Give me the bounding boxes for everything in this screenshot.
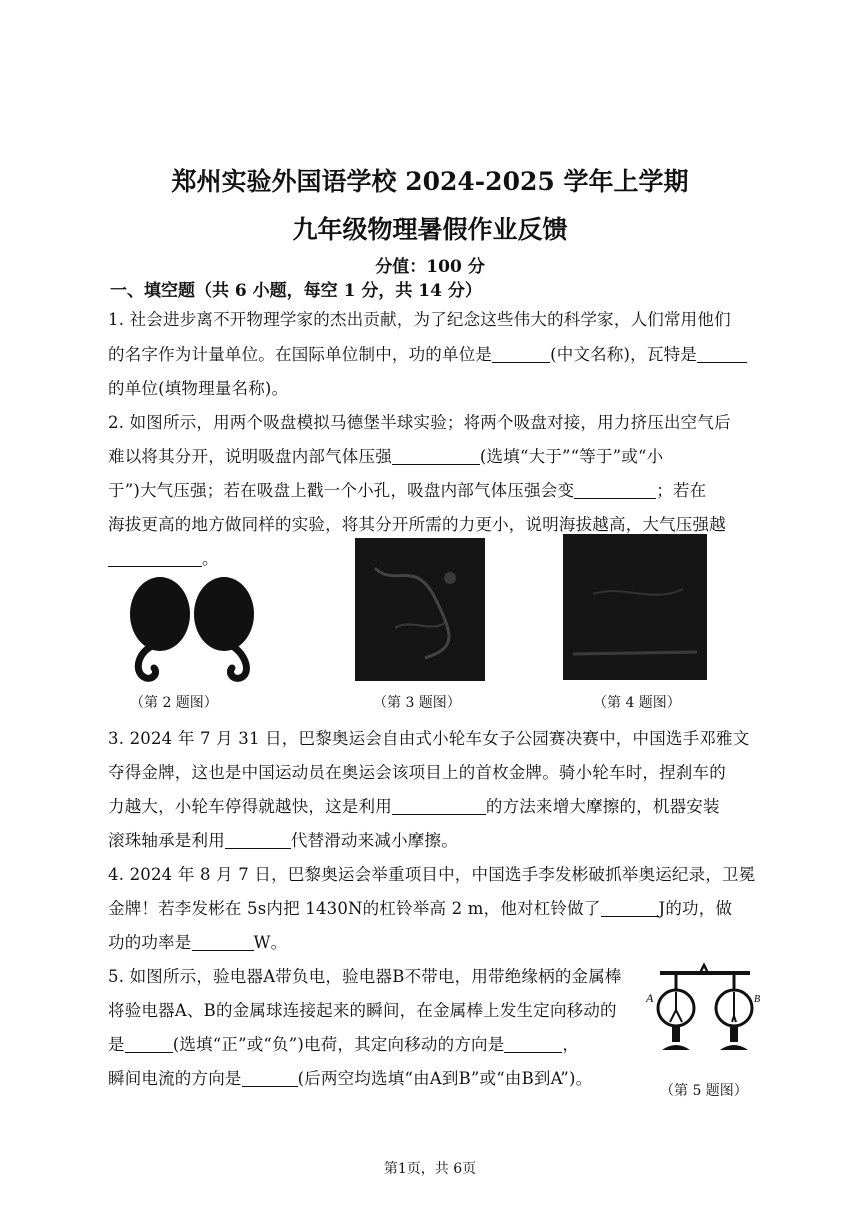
q4-line-2: [108, 895, 732, 919]
q3-text-d: 代替滑动来减小摩擦。: [290, 831, 458, 850]
q5-blank-3[interactable]: [242, 1070, 298, 1088]
q2-blank-3[interactable]: [108, 550, 202, 568]
fig3-texture: [355, 538, 485, 681]
q5-line-4: [108, 1065, 592, 1089]
q5-line-3: [108, 1031, 579, 1055]
hook-right: [230, 646, 246, 678]
q5-blank-2[interactable]: [504, 1036, 562, 1054]
q4-text-c: 功的功率是: [108, 933, 192, 952]
fig4-texture: [563, 534, 707, 680]
fig2-caption: （第 2 题图）: [130, 695, 218, 711]
q2-line-1: 2. 如图所示，用两个吸盘模拟马德堡半球实验；将两个吸盘对接，用力挤压出空气后: [108, 413, 731, 432]
fig5-label-b: B: [754, 994, 761, 1005]
q2-text-c: 于”)大气压强；若在吸盘上戳一个小孔，吸盘内部气体压强会变: [108, 481, 575, 500]
q5-line-1: 5. 如图所示，验电器A带负电，验电器B不带电，用带绝缘柄的金属棒: [108, 967, 622, 986]
fig2-suction-cups: [128, 574, 268, 686]
q1-line-3: 的单位(填物理量名称)。: [108, 379, 289, 398]
q4-blank-1[interactable]: [601, 900, 659, 918]
fig4-caption: （第 4 题图）: [593, 695, 681, 711]
q1-text-b: (中文名称)，瓦特是: [550, 345, 697, 364]
q3-blank-1[interactable]: [392, 798, 486, 816]
q2-blank-1[interactable]: [392, 448, 480, 466]
q4-blank-2[interactable]: [192, 934, 254, 952]
q2-line-4: 海拔更高的地方做同样的实验，将其分开所需的力更小，说明海拔越高，大气压强越: [108, 515, 726, 534]
q1-line-2: [108, 341, 747, 365]
q3-text-a: 力越大，小轮车停得就越快，这是利用: [108, 797, 392, 816]
fig5-electroscopes: [642, 964, 762, 1064]
q1-text-a: 的名字作为计量单位。在国际单位制中，功的单位是: [108, 345, 493, 364]
q4-text-a: 金牌！若李发彬在 5s内把 1430N的杠铃举高 2 m，他对杠铃做了: [108, 899, 601, 918]
q2-text-b: (选填“大于”“等于”或“小: [479, 447, 664, 466]
q2-line-5: [108, 545, 219, 569]
q2-line-3: [108, 477, 706, 501]
q2-text-d: ；若在: [656, 481, 707, 500]
exam-subtitle: 九年级物理暑假作业反馈: [292, 215, 568, 244]
q2-text-a: 难以将其分开，说明吸盘内部气体压强: [108, 447, 392, 466]
q5-text-e: (后两空均选填“由A到B”或“由B到A”)。: [297, 1069, 593, 1088]
q5-text-a: 是: [108, 1035, 125, 1054]
q1-blank-2[interactable]: [697, 346, 747, 364]
q1-line-1: 1. 社会进步离不开物理学家的杰出贡献，为了纪念这些伟大的科学家，人们常用他们: [108, 310, 731, 329]
q3-line-4: [108, 827, 458, 851]
fig3-caption: （第 3 题图）: [373, 695, 461, 711]
exam-title: 郑州实验外国语学校 2024-2025 学年上学期: [171, 167, 689, 196]
q2-blank-2[interactable]: [574, 482, 656, 500]
suction-cup-right: [194, 577, 254, 651]
q4-line-3: [108, 929, 287, 953]
exam-score: 分值：100 分: [375, 257, 485, 277]
q4-line-1: 4. 2024 年 8 月 7 日，巴黎奥运会举重项目中，中国选手李发彬破抓举奥运纪录，卫冕: [108, 865, 756, 884]
q2-line-2: [108, 443, 663, 467]
q3-blank-2[interactable]: [225, 832, 291, 850]
q4-text-d: W。: [253, 933, 288, 952]
fig4-photo: [563, 534, 707, 680]
q1-blank-1[interactable]: [492, 346, 550, 364]
fig5-label-a: A: [646, 991, 654, 1005]
q4-text-b: J的功，做: [658, 899, 733, 918]
fig3-photo: [355, 538, 485, 681]
q5-text-d: 瞬间电流的方向是: [108, 1069, 242, 1088]
q5-text-b: (选填“正”或“负”)电荷，其定向移动的方向是: [172, 1035, 505, 1054]
hook-left: [138, 646, 155, 678]
q3-line-3: [108, 793, 720, 817]
page-footer: 第1页，共 6页: [383, 1161, 477, 1177]
q3-line-2: 夺得金牌，这也是中国运动员在奥运会该项目上的首枚金牌。骑小轮车时，捏刹车的: [108, 763, 726, 782]
fig5-caption: （第 5 题图）: [660, 1083, 748, 1099]
q5-blank-1[interactable]: [125, 1036, 173, 1054]
q2-text-e: 。: [202, 549, 219, 568]
q5-text-c: ，: [562, 1035, 580, 1054]
q3-text-b: 的方法来增大摩擦的，机器安装: [485, 797, 720, 816]
suction-cup-left: [130, 577, 190, 651]
section-heading: 一、填空题（共 6 小题，每空 1 分，共 14 分）: [110, 281, 482, 301]
q3-line-1: 3. 2024 年 7 月 31 日，巴黎奥运会自由式小轮车女子公园赛决赛中，中国选手邓雅文: [108, 729, 750, 748]
q3-text-c: 滚珠轴承是利用: [108, 831, 225, 850]
q5-line-2: 将验电器A、B的金属球连接起来的瞬间，在金属棒上发生定向移动的: [108, 1001, 617, 1020]
